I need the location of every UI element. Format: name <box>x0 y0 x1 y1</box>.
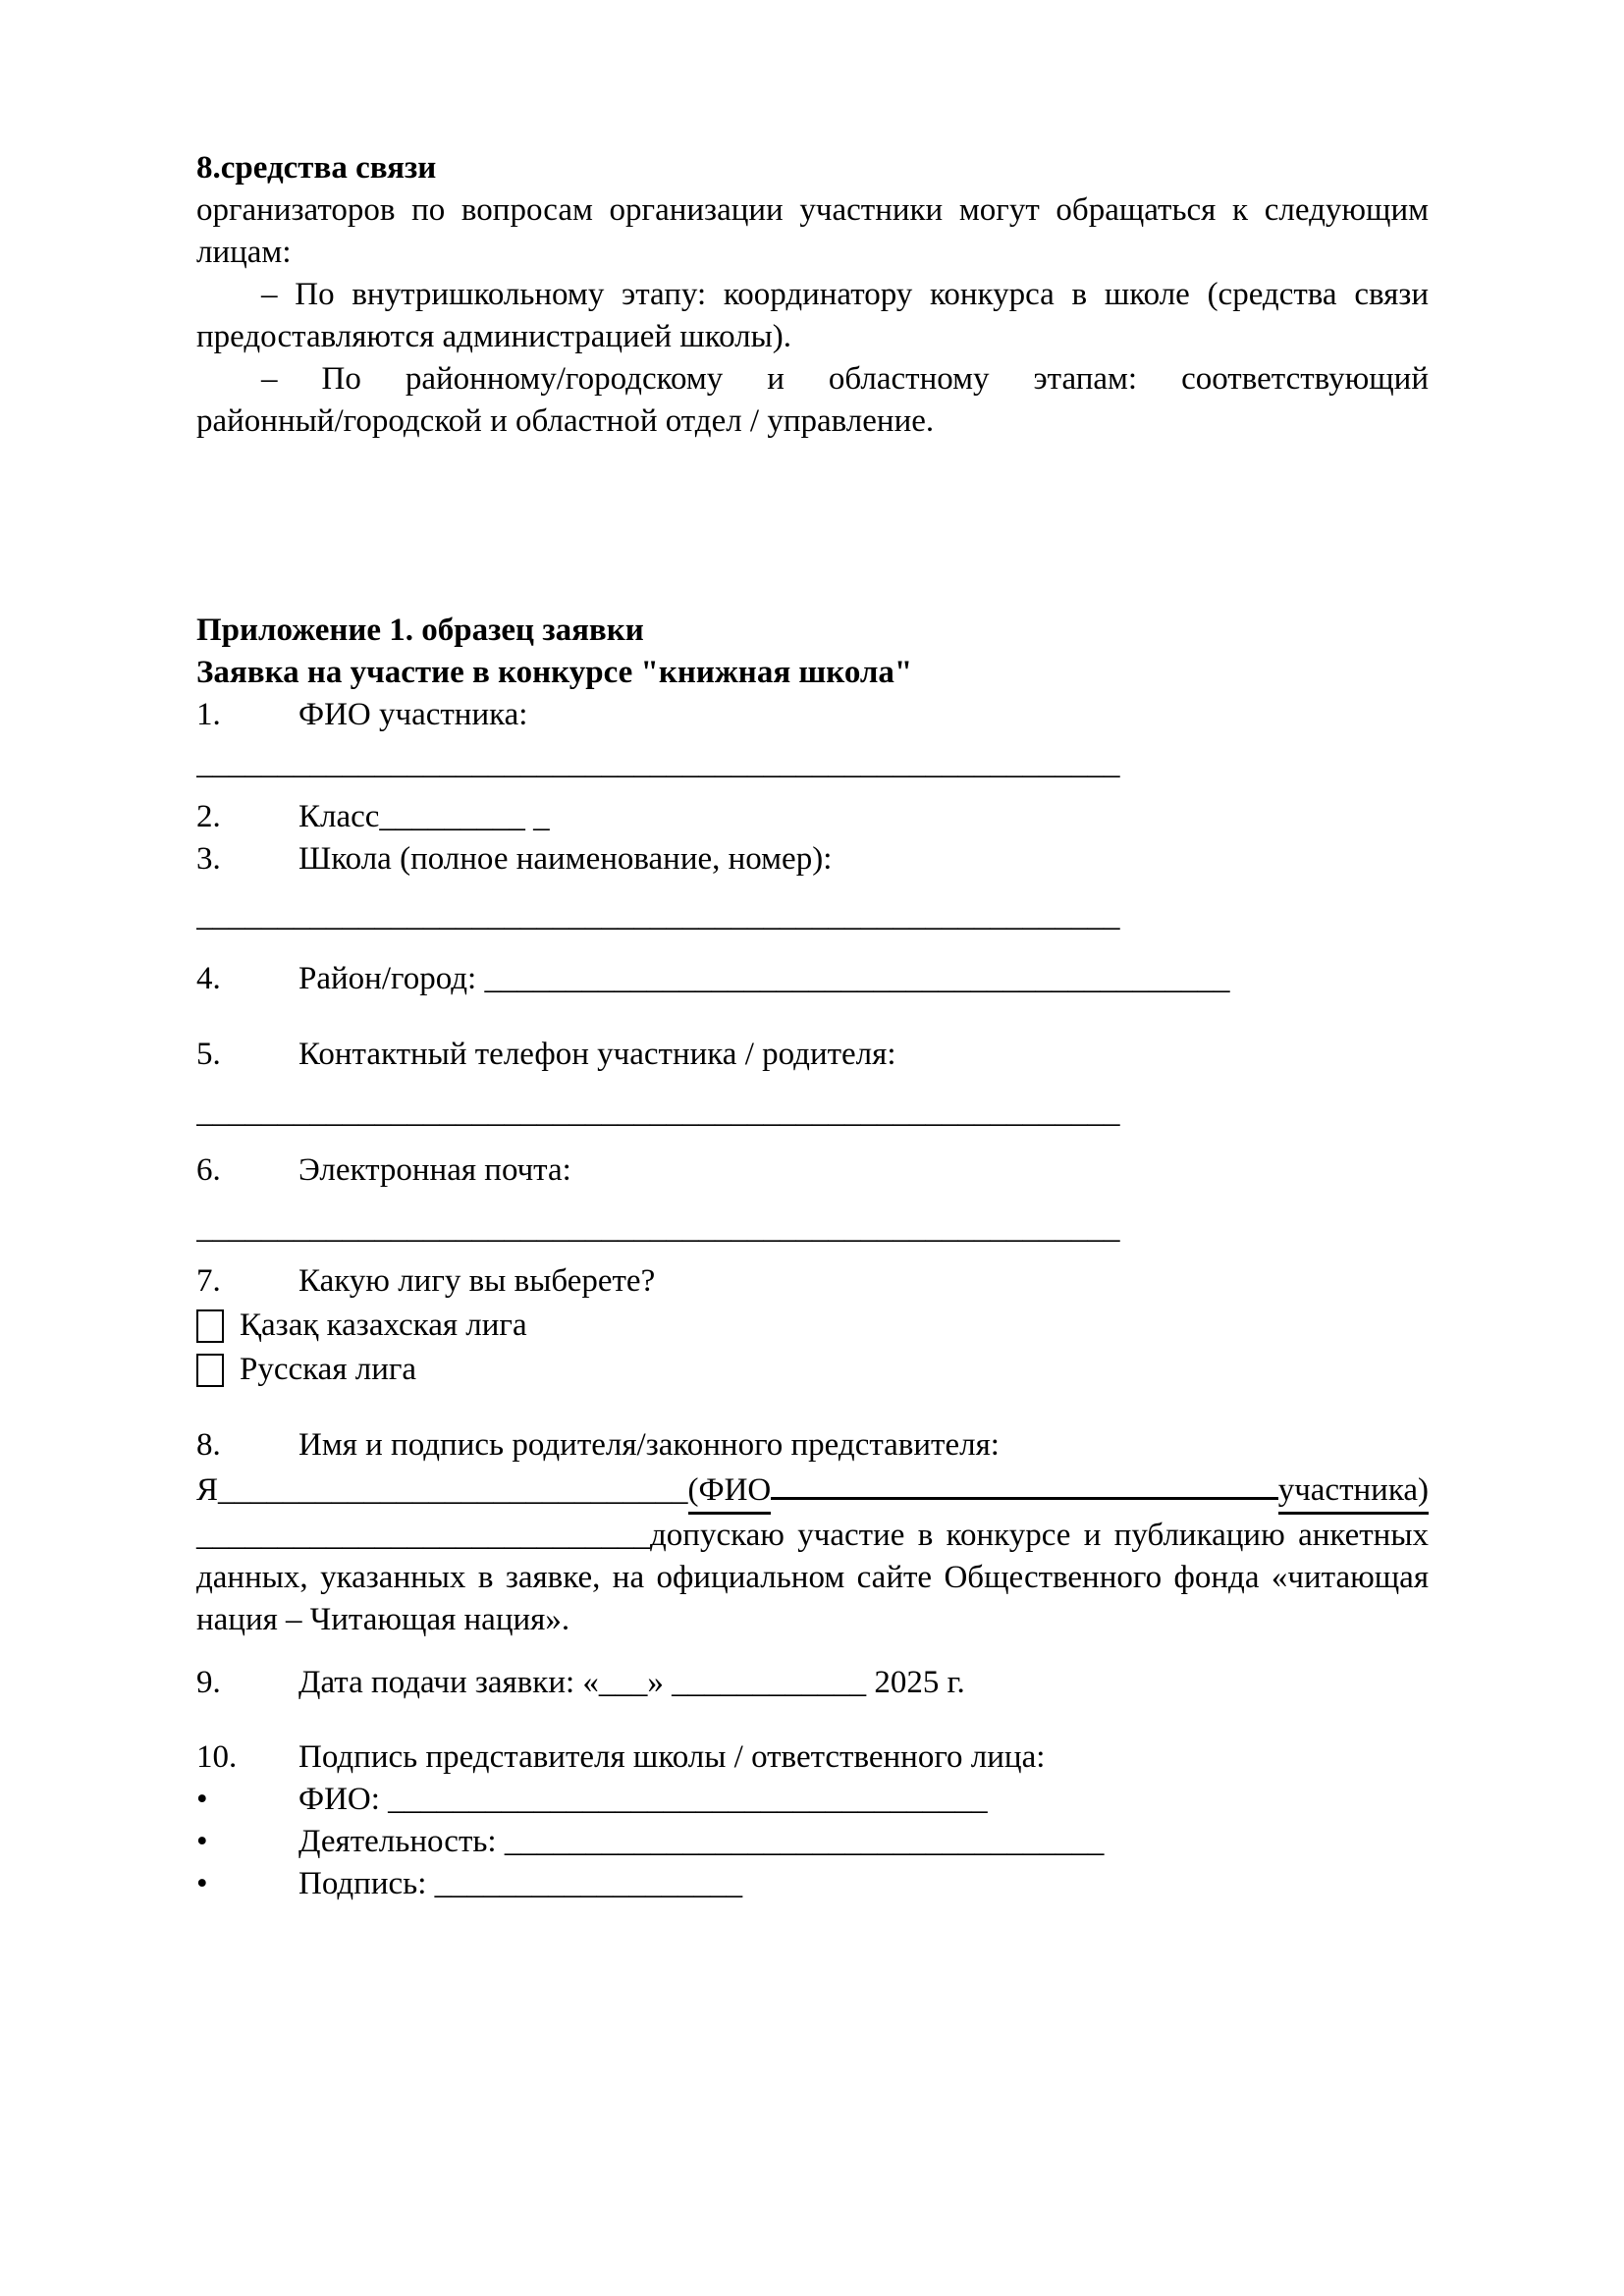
blank-line: _____________________________ <box>218 1472 688 1508</box>
bullet-item-fio <box>196 1779 1429 1821</box>
blank-line-underlined <box>771 1497 1277 1500</box>
item-number: 6. <box>196 1152 221 1188</box>
consent-line-3: данных, указанных в заявке, на официальном сайте Общественного фонда «читающая <box>196 1560 1429 1595</box>
bullet-item-signature <box>196 1863 1429 1905</box>
checkbox-label: Русская лига <box>240 1352 417 1387</box>
item-label <box>298 1821 1429 1863</box>
item-number: 2. <box>196 799 221 834</box>
item-label <box>298 1863 1429 1905</box>
item-label-text: Подпись: <box>298 1866 435 1901</box>
item-number: 5. <box>196 1037 221 1072</box>
form-item-school-signature <box>196 1736 1429 1779</box>
checkbox-label: Қазақ казахская лига <box>240 1308 527 1343</box>
bullet-icon: • <box>196 1824 208 1859</box>
form-item-consent <box>196 1424 1429 1467</box>
blank-line: _____________________________________ <box>388 1782 988 1817</box>
paragraph-line: организаторов по вопросам организации участники могут обращаться к следующим <box>196 192 1429 228</box>
consent-line-4: нация – Читающая нация». <box>196 1602 570 1637</box>
blank-line: _________________________________________________________ <box>196 1210 1120 1246</box>
checkbox-icon <box>196 1309 224 1343</box>
item-number: 3. <box>196 841 221 877</box>
league-option-russian <box>196 1349 1429 1391</box>
bullet-item-activity <box>196 1821 1429 1863</box>
item-label: Дата подачи заявки: «___» ____________ 2025 г. <box>298 1665 965 1700</box>
form-item-phone <box>196 1034 1429 1076</box>
section-heading: 8.средства связи <box>196 150 437 186</box>
blank-line: ____________________________ <box>196 1518 650 1553</box>
item-label: Подпись представителя школы / ответственного лица: <box>298 1739 1046 1775</box>
blank-line: _____________________________________ <box>504 1824 1105 1859</box>
appendix-title: Приложение 1. образец заявки <box>196 613 644 648</box>
consent-prefix: Я <box>196 1472 219 1508</box>
paragraph-line: – По внутришкольному этапу: координатору конкурса в школе (средства связи <box>261 277 1429 312</box>
item-number: 8. <box>196 1427 221 1463</box>
paragraph-line: предоставляются администрацией школы). <box>196 319 792 354</box>
item-label-text: ФИО: <box>298 1782 389 1817</box>
blank-line: _________________________________________________________ <box>196 1095 1120 1130</box>
item-label: ФИО участника: <box>298 697 528 732</box>
consent-text: допускаю участие в конкурсе и публикацию анкетных <box>650 1518 1429 1553</box>
blank-line: _________________________________________________________ <box>196 898 1120 934</box>
form-item-district <box>196 958 1429 1000</box>
item-label <box>298 958 1429 1000</box>
paragraph-line: районный/городской и областной отдел / управление. <box>196 403 935 439</box>
item-label-text: Деятельность: <box>298 1824 505 1859</box>
blank-line: ___________________ <box>434 1866 743 1901</box>
consent-line-2 <box>196 1515 1429 1557</box>
item-number: 1. <box>196 697 221 732</box>
checkbox-icon <box>196 1354 224 1387</box>
item-label: Класс_________ _ <box>298 799 550 834</box>
item-label-text: Район/город: <box>298 961 485 996</box>
item-number: 4. <box>196 961 221 996</box>
form-item-fio <box>196 694 1429 736</box>
form-item-date <box>196 1662 1429 1704</box>
item-label: Какую лигу вы выберете? <box>298 1263 656 1299</box>
form-item-league <box>196 1260 1429 1303</box>
bullet-icon: • <box>196 1866 208 1901</box>
item-label <box>298 1779 1429 1821</box>
consent-line-1 <box>196 1469 1429 1515</box>
appendix-subtitle: Заявка на участие в конкурсе "книжная школа" <box>196 655 913 690</box>
form-item-class <box>196 796 1429 838</box>
form-item-email <box>196 1149 1429 1192</box>
paragraph-line: лицам: <box>196 235 292 270</box>
blank-line: ______________________________________________ <box>484 961 1230 996</box>
item-number: 7. <box>196 1263 221 1299</box>
consent-participant-label: участника) <box>1278 1469 1429 1515</box>
item-number: 10. <box>196 1739 238 1775</box>
item-label: Контактный телефон участника / родителя: <box>298 1037 896 1072</box>
bullet-icon: • <box>196 1782 208 1817</box>
paragraph-line: – По районному/городскому и областному этапам: соответствующий <box>261 361 1429 397</box>
consent-fio-label: (ФИО <box>688 1469 772 1515</box>
league-option-kazakh <box>196 1305 1429 1347</box>
item-label: Школа (полное наименование, номер): <box>298 841 833 877</box>
item-label: Имя и подпись родителя/законного представителя: <box>298 1427 1000 1463</box>
item-number: 9. <box>196 1665 221 1700</box>
item-label: Электронная почта: <box>298 1152 571 1188</box>
form-item-school <box>196 838 1429 881</box>
blank-line: _________________________________________________________ <box>196 746 1120 781</box>
